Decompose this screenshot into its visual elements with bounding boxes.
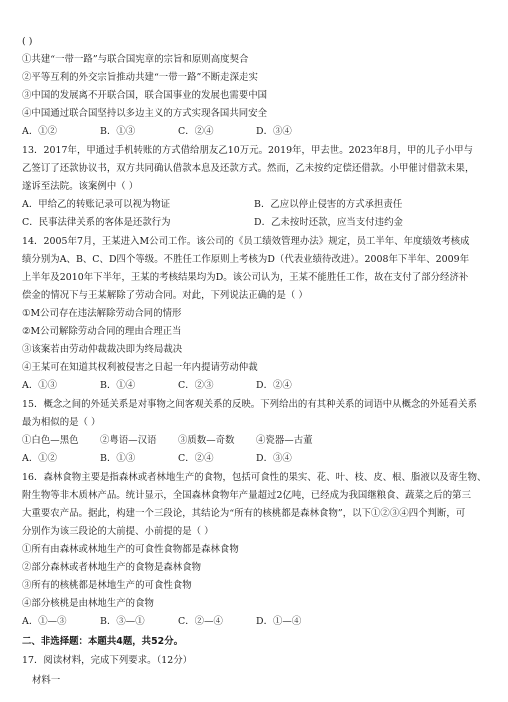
q15-item-4: ④瓷器—古董	[256, 435, 313, 446]
q16-stem-line-4: 分别作为该三段论的大前提、小前提的是（ ）	[22, 526, 214, 537]
q12-option-a: A．①②	[22, 126, 58, 137]
q13-option-c: C．民事法律关系的客体是还款行为	[22, 217, 171, 228]
q16-item-1: ①所有由森林或林地生产的可食性食物都是森林食物	[22, 544, 239, 555]
q15-option-d: D．③④	[256, 453, 292, 464]
q15-option-c: C．②④	[178, 453, 214, 464]
q16-stem-line-2: 附生物等非木质林产品。统计显示，全国森林食物年产量超过2亿吨，已经成为我国继粮食、蔬菜之后的第三	[22, 490, 471, 501]
q15-option-a: A．①②	[22, 453, 58, 464]
q14-stem-line-4: 偿金的情况下与王某解除了劳动合同。对此，下列说法正确的是（ ）	[22, 290, 308, 301]
q16-option-d: D．①—④	[256, 616, 302, 627]
q16-option-c: C．②—④	[178, 616, 223, 627]
q12-stem-tail: ( )	[22, 36, 33, 47]
q13-stem-line-1: 13．2017年，甲通过手机转账的方式借给朋友乙10万元。2019年，甲去世。2023年8月，甲的儿子小甲与	[22, 145, 473, 156]
q14-stem-line-1: 14．2005年7月，王某进入M公司工作。该公司的《员工绩效管理办法》规定，员工半年、年度绩效考核成	[22, 236, 470, 247]
q16-stem-line-3: 大重要农产品。据此，构建一个三段论，其结论为“所有的核桃都是森林食物”，以下①②③④四个判断，可	[22, 508, 466, 519]
q15-option-b: B．①③	[100, 453, 136, 464]
q15-items	[22, 435, 334, 447]
q14-option-c: C．②③	[178, 380, 214, 391]
q13-option-b: B．乙应以停止侵害的方式承担责任	[254, 199, 403, 210]
q13-stem-line-2: 乙签订了还款协议书，双方共同确认借款本息及还款方式。然而，乙未按约定偿还借款。小甲催讨借款未果，	[22, 163, 475, 174]
q14-stem-line-3: 上半年及2010年下半年，王某的考核结果均为D。该公司认为，王某不能胜任工作，故在支付了部分经济补	[22, 272, 469, 283]
q14-stem-line-2: 绩分别为A、B、C、D四个等级。不胜任工作原则上考核为D（代表业绩待改进）。2008年下半年、2009年	[22, 254, 470, 265]
q14-option-a: A．①③	[22, 380, 58, 391]
q16-stem-line-1: 16．森林食物主要是指森林或者林地生产的食物，包括可食性的果实、花、叶、枝、皮、根、脂液以及寄生物、	[22, 472, 487, 483]
q17-stem: 17．阅读材料，完成下列要求。（12分）	[22, 655, 193, 666]
q13-stem-line-3: 遂诉至法院。该案例中（ ）	[22, 181, 139, 192]
q12-option-d: D．③④	[256, 126, 292, 137]
q16-item-4: ④部分核桃是由林地生产的食物	[22, 598, 154, 609]
q13-options-row-1	[22, 199, 402, 211]
q16-item-2: ②部分森林或者林地生产的食物是森林食物	[22, 562, 202, 573]
q16-option-a: A．①—③	[22, 616, 67, 627]
q12-item-2: ②平等互利的外交宗旨推动共建“一带一路”不断走深走实	[22, 72, 258, 83]
q16-options	[22, 616, 334, 628]
q14-option-d: D．②④	[256, 380, 292, 391]
q13-options-row-2	[22, 217, 403, 229]
q12-option-b: B．①③	[100, 126, 136, 137]
q16-option-b: B．③—①	[100, 616, 145, 627]
q14-options	[22, 380, 334, 392]
q14-item-2: ②M公司解除劳动合同的理由合理正当	[22, 326, 182, 337]
q14-item-1: ①M公司存在违法解除劳动合同的情形	[22, 308, 182, 319]
q15-stem-line-1: 15．概念之间的外延关系是对事物之间客观关系的反映。下列给出的有其种关系的词语中从概念的外延看关系	[22, 399, 478, 410]
q12-item-3: ③中国的发展离不开联合国，联合国事业的发展也需要中国	[22, 90, 268, 101]
q15-item-2: ②粤语—汉语	[100, 435, 157, 446]
q15-stem-line-2: 最为相似的是（ ）	[22, 417, 101, 428]
q13-option-a: A．甲给乙的转账记录可以视为物证	[22, 199, 171, 210]
q14-item-3: ③该案若由劳动仲裁裁决即为终局裁决	[22, 344, 183, 355]
q15-item-3: ③质数—奇数	[178, 435, 235, 446]
q15-options	[22, 453, 334, 465]
q16-item-3: ③所有的核桃都是林地生产的可食性食物	[22, 580, 192, 591]
section-2-heading: 二、非选择题：本题共4题，共52分。	[22, 636, 184, 647]
q12-options	[22, 126, 334, 138]
q12-item-4: ④中国通过联合国坚持以多边主义的方式实现各国共同安全	[22, 108, 268, 119]
q12-option-c: C．②④	[178, 126, 214, 137]
q13-option-d: D．乙未按时还款，应当支付违约金	[254, 217, 403, 228]
q14-option-b: B．①④	[100, 380, 136, 391]
q15-item-1: ①白色—黑色	[22, 435, 79, 446]
q12-item-1: ①共建“一带一路”与联合国宪章的宗旨和原则高度契合	[22, 54, 249, 65]
q17-material-label: 材料一	[32, 675, 61, 686]
q14-item-4: ④王某可在知道其权利被侵害之日起一年内提请劳动仲裁	[22, 362, 258, 373]
